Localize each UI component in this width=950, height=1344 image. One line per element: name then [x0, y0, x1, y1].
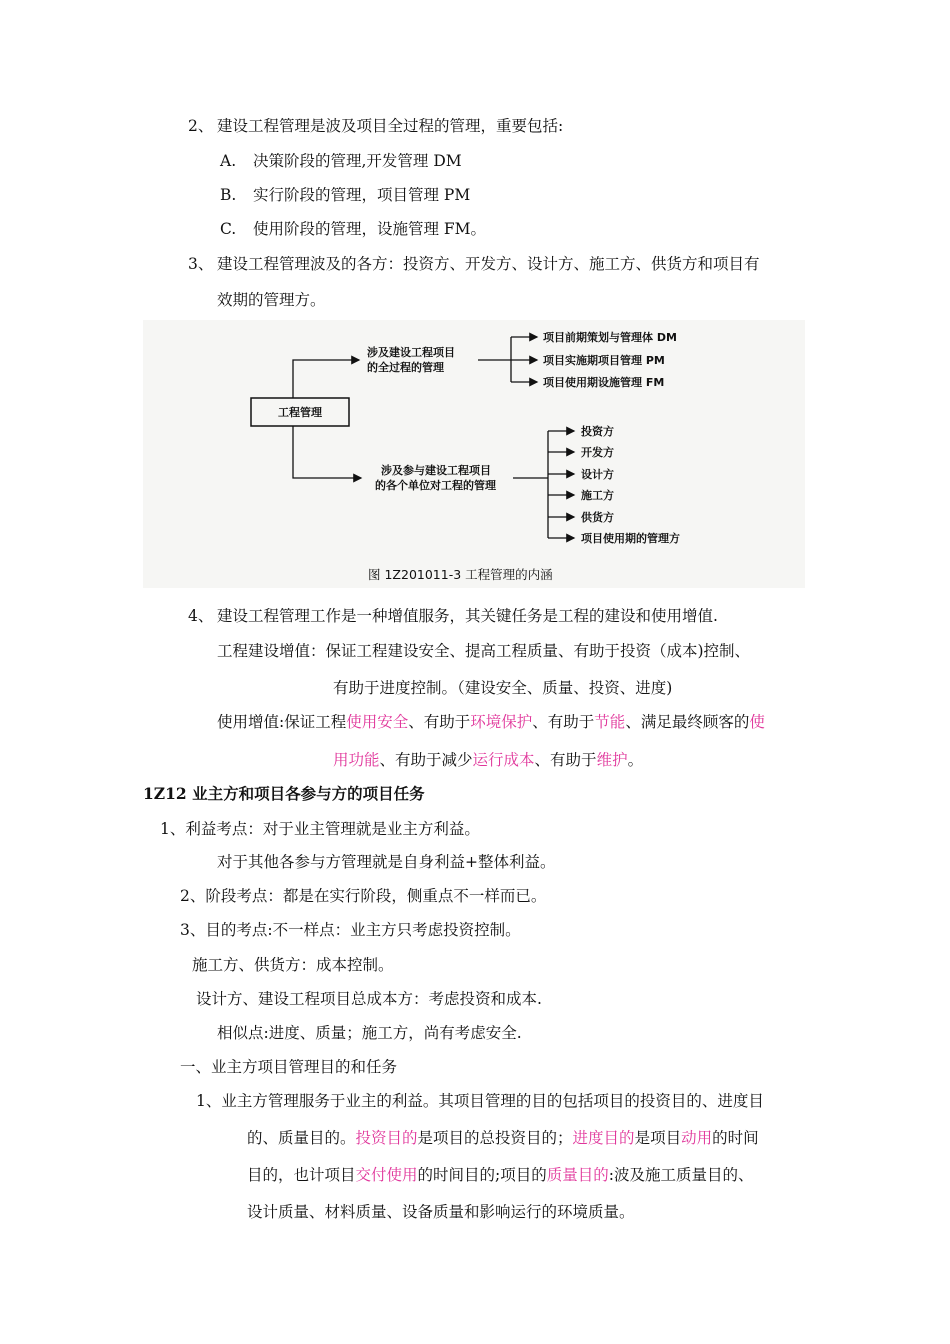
- owner-text: :波及施工质量目的、: [608, 1166, 754, 1184]
- point-2: 2、阶段考点：都是在实行阶段，侧重点不一样而已。: [180, 887, 547, 905]
- owner-text: 的时间目的;项目的: [417, 1166, 547, 1184]
- branch1-line2: 的全过程的管理: [367, 361, 444, 374]
- sub-b-label: B.: [220, 186, 237, 204]
- sub-a-label: A.: [220, 152, 237, 170]
- usage-text: 、有助于减少: [379, 751, 473, 769]
- item-2-text: 建设工程管理是波及项目全过程的管理，重要包括:: [217, 117, 564, 135]
- section-heading: 1Z12 业主方和项目各参与方的项目任务: [143, 784, 425, 803]
- construction-value-line1: 工程建设增值：保证工程建设安全、提高工程质量、有助于投资（成本)控制、: [217, 642, 751, 660]
- leaf-investor: 投资方: [581, 425, 614, 438]
- usage-highlight-safety: 使用安全: [346, 713, 409, 731]
- item-3-text-cont: 效期的管理方。: [217, 291, 326, 309]
- owner-para-line3: [247, 1165, 754, 1185]
- usage-highlight-environment: 环境保护: [470, 713, 533, 731]
- usage-value-line1: [217, 712, 765, 732]
- leaf-dm: 项目前期策划与管理体 DM: [543, 331, 677, 344]
- point-1-cont: 对于其他各参与方管理就是自身利益+整体利益。: [217, 853, 556, 871]
- owner-text: 的时间: [712, 1129, 759, 1147]
- leaf-supplier: 供货方: [581, 511, 614, 524]
- arrow-to-branch1: [293, 360, 359, 398]
- usage-highlight-energy: 节能: [594, 713, 626, 731]
- highlight-quality-goal: 质量目的: [546, 1166, 609, 1184]
- point-3: 3、目的考点:不一样点：业主方只考虑投资控制。: [180, 921, 521, 939]
- point-3-contractor: 施工方、供货方：成本控制。: [192, 956, 394, 974]
- item-3-text: 建设工程管理波及的各方：投资方、开发方、设计方、施工方、供货方和项目有: [217, 255, 760, 273]
- usage-text: 、有助于: [408, 713, 471, 731]
- usage-text: 。: [627, 751, 644, 769]
- branch1-line1: 涉及建设工程项目: [367, 346, 455, 359]
- owner-para-line2: [247, 1128, 759, 1148]
- construction-value-line2: 有助于进度控制。（建设安全、质量、投资、进度): [333, 679, 673, 697]
- sub-c-text: 使用阶段的管理，设施管理 FM。: [253, 220, 487, 238]
- usage-highlight-function-end: 用功能: [333, 751, 380, 769]
- owner-text: 目的，也计项目: [247, 1166, 356, 1184]
- usage-value-line2: [333, 750, 643, 770]
- sub-c-label: C.: [220, 220, 237, 238]
- usage-text: 、有助于: [534, 751, 597, 769]
- sub-heading: 一、业主方项目管理目的和任务: [180, 1058, 398, 1076]
- usage-text: 使用增值:保证工程: [217, 713, 347, 731]
- branch2-line1: 涉及参与建设工程项目: [381, 464, 491, 477]
- arrow-to-branch2: [293, 426, 361, 478]
- sub-a-text: 决策阶段的管理,开发管理 DM: [253, 152, 462, 170]
- owner-text: 是项目的总投资目的；: [417, 1129, 573, 1147]
- leaf-pm: 项目实施期项目管理 PM: [543, 354, 665, 367]
- leaf-developer: 开发方: [581, 446, 614, 459]
- leaf-operator: 项目使用期的管理方: [581, 532, 680, 545]
- sub-b-text: 实行阶段的管理，项目管理 PM: [253, 186, 471, 204]
- item-3-number: 3、: [188, 255, 214, 273]
- leaf-designer: 设计方: [581, 468, 614, 481]
- leaf-contractor: 施工方: [581, 489, 614, 502]
- highlight-schedule-goal: 进度目的: [572, 1129, 635, 1147]
- owner-para-line4: 设计质量、材料质量、设备质量和影响运行的环境质量。: [247, 1203, 635, 1221]
- point-3-similar: 相似点:进度、质量；施工方，尚有考虑安全.: [217, 1024, 522, 1042]
- usage-highlight-maintenance: 维护: [596, 751, 628, 769]
- figure-caption: 图 1Z201011-3 工程管理的内涵: [368, 567, 553, 582]
- usage-text: 、满足最终顾客的: [625, 713, 750, 731]
- owner-text: 的、质量目的。: [247, 1129, 356, 1147]
- item-4-text: 建设工程管理工作是一种增值服务，其关键任务是工程的建设和使用增值.: [217, 607, 718, 625]
- item-2-number: 2、: [188, 117, 214, 135]
- figure-diagram: [143, 320, 805, 588]
- highlight-handover: 交付使用: [355, 1166, 418, 1184]
- usage-highlight-function-start: 使: [749, 713, 765, 731]
- point-1: 1、利益考点：对于业主管理就是业主方利益。: [160, 820, 480, 838]
- usage-text: 、有助于: [532, 713, 595, 731]
- highlight-commissioning: 动用: [681, 1129, 713, 1147]
- branch2-line2: 的各个单位对工程的管理: [375, 479, 496, 492]
- leaf-fm: 项目使用期设施管理 FM: [543, 376, 665, 389]
- point-3-designer: 设计方、建设工程项目总成本方：考虑投资和成本.: [196, 990, 542, 1008]
- engineering-management-figure: [143, 320, 805, 588]
- usage-highlight-operating-cost: 运行成本: [472, 751, 535, 769]
- item-4-number: 4、: [188, 607, 214, 625]
- highlight-investment-goal: 投资目的: [355, 1129, 418, 1147]
- root-label: 工程管理: [278, 406, 322, 419]
- owner-para-line1: 1、业主方管理服务于业主的利益。其项目管理的目的包括项目的投资目的、进度目: [196, 1092, 764, 1110]
- owner-text: 是项目: [634, 1129, 682, 1147]
